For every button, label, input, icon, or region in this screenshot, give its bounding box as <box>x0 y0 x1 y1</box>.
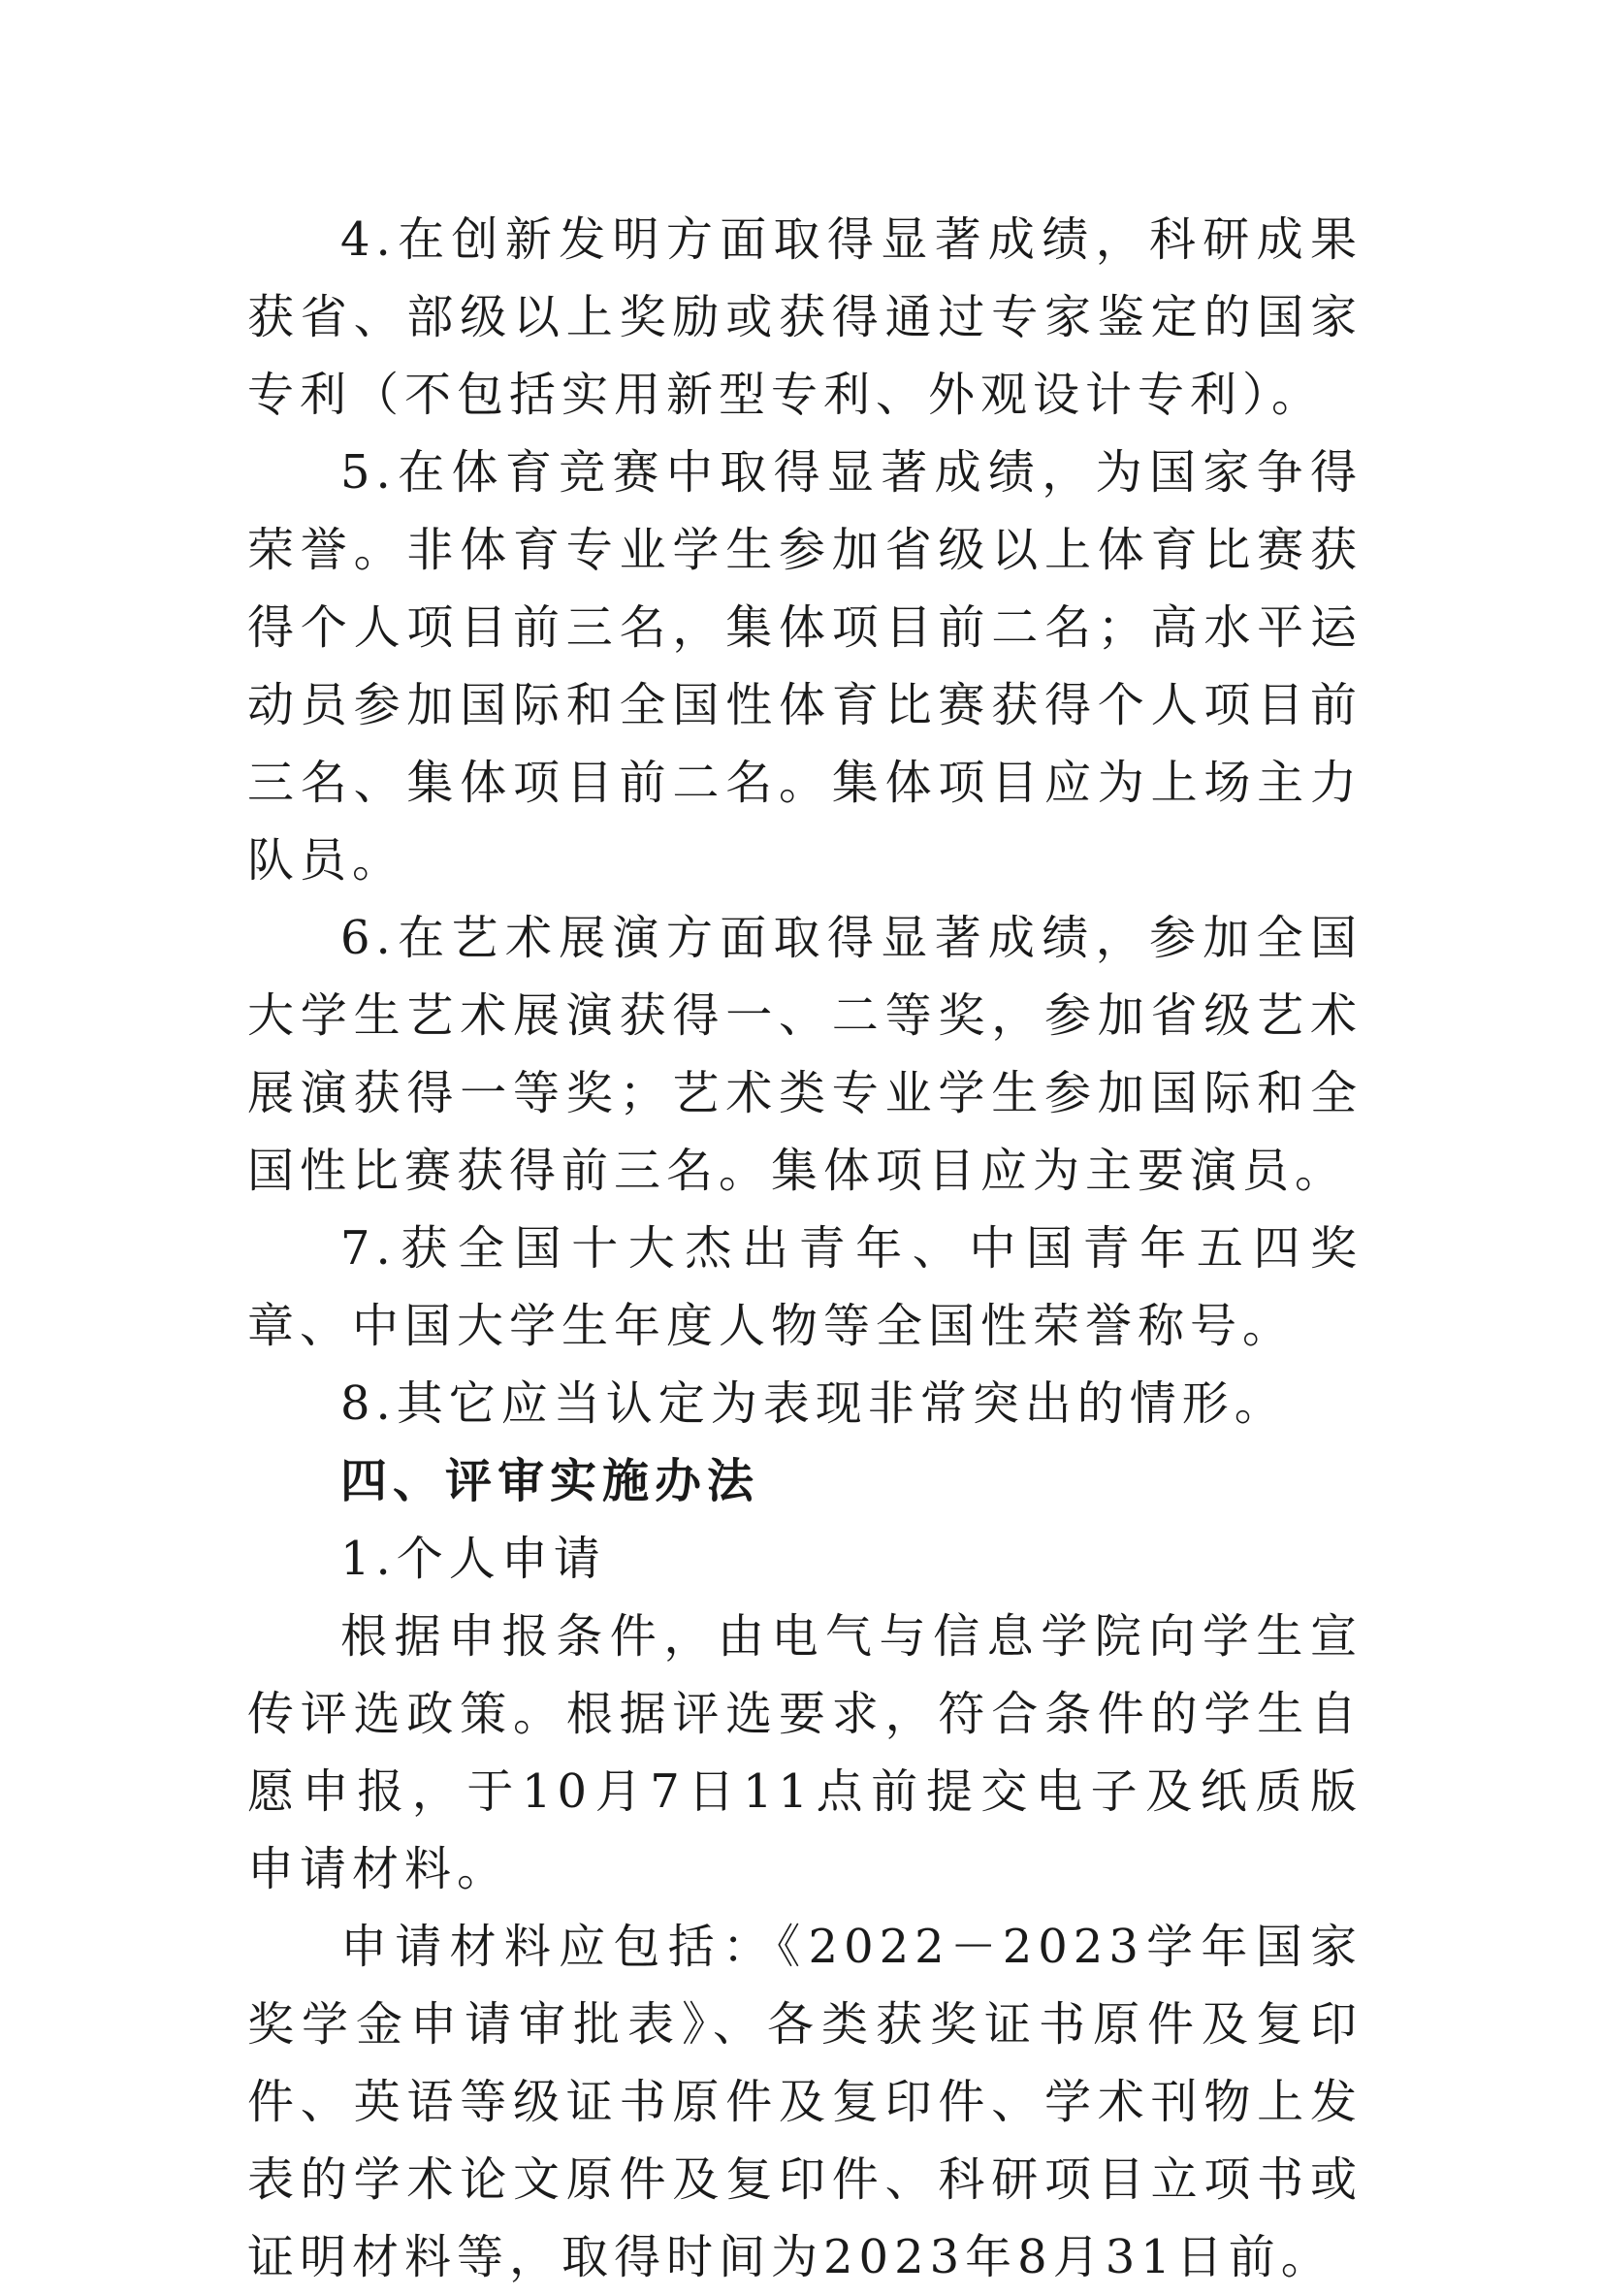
paragraph-application-process: 根据申报条件，由电气与信息学院向学生宣传评选政策。根据评选要求，符合条件的学生自愿申报，于10月7日11点前提交电子及纸质版申请材料。 <box>247 1609 1363 1896</box>
section-heading: 四、评审实施办法 <box>340 1454 760 1508</box>
paragraph-application-materials: 申请材料应包括：《2022－2023学年国家奖学金申请审批表》、各类获奖证书原件及复印件、英语等级证书原件及复印件、学术刊物上发表的学术论文原件及复印件、科研项目立项书或证明材料等，取得时间为2023年8月31日前。 <box>247 1920 1363 2284</box>
subsection-title: 1.个人申请 <box>340 1532 606 1586</box>
paragraph-item-4: 4.在创新发明方面取得显著成绩，科研成果获省、部级以上奖励或获得通过专家鉴定的国家专利（不包括实用新型专利、外观设计专利）。 <box>247 212 1363 422</box>
paragraph-item-8: 8.其它应当认定为表现非常突出的情形。 <box>340 1376 1287 1431</box>
paragraph-item-5: 5.在体育竞赛中取得显著成绩，为国家争得荣誉。非体育专业学生参加省级以上体育比赛获得个人项目前三名，集体项目前二名；高水平运动员参加国际和全国性体育比赛获得个人项目前三名、集体项目前二名。集体项目应为上场主力队员。 <box>247 445 1363 888</box>
paragraph-item-6: 6.在艺术展演方面取得显著成绩，参加全国大学生艺术展演获得一、二等奖，参加省级艺术展演获得一等奖；艺术类专业学生参加国际和全国性比赛获得前三名。集体项目应为主要演员。 <box>247 911 1363 1198</box>
document-body <box>247 201 1363 2296</box>
paragraph-item-7: 7.获全国十大杰出青年、中国青年五四奖章、中国大学生年度人物等全国性荣誉称号。 <box>247 1221 1363 1353</box>
